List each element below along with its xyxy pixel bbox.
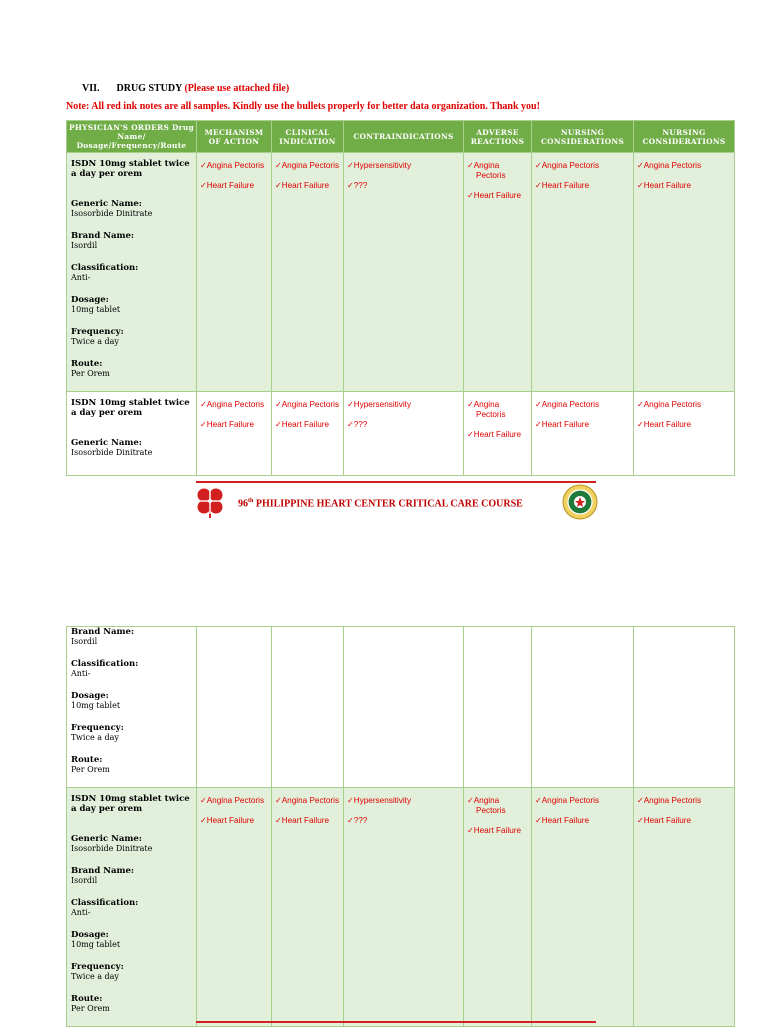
class-label: Classification:	[71, 659, 139, 669]
contra-cell	[344, 392, 464, 476]
sample-bullet: ✓ Angina Pectoris	[200, 796, 269, 806]
route-value: Per Orem	[71, 1004, 110, 1013]
sample-bullet: ✓ Heart Failure	[275, 420, 341, 430]
sample-bullet: ✓ Heart Failure	[637, 420, 732, 430]
nursing-cell-1	[532, 627, 634, 788]
sample-bullet: ✓ Heart Failure	[275, 816, 341, 826]
nursing-cell-1	[532, 153, 634, 392]
header-orders: PHYSICIAN'S ORDERS Drug Name/ Dosage/Frequency/Route	[67, 121, 197, 153]
frequency-label: Frequency:	[71, 327, 124, 337]
brand-label: Brand Name:	[71, 866, 135, 876]
mechanism-cell	[197, 788, 272, 1027]
nursing-cell-2	[634, 392, 735, 476]
footer-title	[238, 498, 523, 509]
nursing-cell-2	[634, 153, 735, 392]
sample-bullet: ✓ Heart Failure	[200, 816, 269, 826]
drug-study-table-page2	[66, 626, 735, 1027]
sample-bullet: ✓ Angina Pectoris	[200, 400, 269, 410]
contra-cell	[344, 627, 464, 788]
header-nursing-2: NURSING CONSIDERATIONS	[634, 121, 735, 153]
frequency-label: Frequency:	[71, 723, 124, 733]
sample-bullet: ✓ Heart Failure	[275, 181, 341, 191]
sample-bullet: ✓ Angina Pectoris	[467, 796, 529, 816]
page-footer	[190, 480, 602, 522]
dosage-label: Dosage:	[71, 691, 109, 701]
sample-bullet: ✓ ???	[347, 420, 461, 430]
header-adverse: ADVERSE REACTIONS	[464, 121, 532, 153]
nursing-cell-1	[532, 392, 634, 476]
sample-bullet: ✓ Angina Pectoris	[637, 796, 732, 806]
dosage-label: Dosage:	[71, 930, 109, 940]
sample-bullet: ✓ Hypersensitivity	[347, 400, 461, 410]
sample-bullet: ✓ Heart Failure	[467, 191, 529, 201]
header-mechanism: MECHANISM OF ACTION	[197, 121, 272, 153]
sample-bullet: ✓ Heart Failure	[467, 826, 529, 836]
orders-cell	[67, 153, 197, 392]
dosage-value: 10mg tablet	[71, 305, 121, 314]
generic-value: Isosorbide Dinitrate	[71, 448, 153, 457]
sample-bullet: ✓ Heart Failure	[535, 420, 631, 430]
sample-bullet: ✓ Heart Failure	[637, 181, 732, 191]
clinical-cell	[272, 392, 344, 476]
class-label: Classification:	[71, 263, 139, 273]
header-contra: CONTRAINDICATIONS	[344, 121, 464, 153]
heart-clover-logo-icon	[192, 484, 228, 520]
dosage-value: 10mg tablet	[71, 940, 121, 949]
frequency-value: Twice a day	[71, 337, 119, 346]
section-title: DRUG STUDY	[116, 83, 182, 94]
sample-bullet: ✓ Angina Pectoris	[275, 796, 341, 806]
orders-cell	[67, 627, 197, 788]
sample-bullet: ✓ Hypersensitivity	[347, 161, 461, 171]
sample-bullet: ✓ Angina Pectoris	[467, 161, 529, 181]
class-label: Classification:	[71, 898, 139, 908]
generic-label: Generic Name:	[71, 834, 142, 844]
sample-bullet: ✓ Angina Pectoris	[275, 161, 341, 171]
instructions-note: Note: All red ink notes are all samples. Kindly use the bullets properly for better data organization. Thank you!	[66, 101, 540, 112]
adverse-cell	[464, 788, 532, 1027]
class-value: Anti-	[71, 273, 91, 282]
generic-value: Isosorbide Dinitrate	[71, 844, 153, 853]
brand-value: Isordil	[71, 876, 98, 885]
orders-cell	[67, 788, 197, 1027]
brand-label: Brand Name:	[71, 627, 135, 637]
sample-bullet: ✓ ???	[347, 181, 461, 191]
drug-order: ISDN 10mg stablet twice a day per orem	[71, 159, 190, 179]
footer-title-number: 96	[238, 498, 248, 510]
dosage-label: Dosage:	[71, 295, 109, 305]
sample-bullet: ✓ Heart Failure	[535, 181, 631, 191]
nursing-cell-2	[634, 788, 735, 1027]
footer-title-suffix: th	[248, 498, 254, 504]
route-label: Route:	[71, 359, 103, 369]
sample-bullet: ✓ ???	[347, 816, 461, 826]
sample-bullet: ✓ Heart Failure	[200, 181, 269, 191]
footer-title-text: PHILIPPINE HEART CENTER CRITICAL CARE COURSE	[255, 498, 523, 510]
route-value: Per Orem	[71, 369, 110, 378]
sample-bullet: ✓ Heart Failure	[637, 816, 732, 826]
adverse-cell	[464, 153, 532, 392]
drug-order: ISDN 10mg stablet twice a day per orem	[71, 398, 190, 418]
header-clinical: CLINICAL INDICATION	[272, 121, 344, 153]
mechanism-cell	[197, 627, 272, 788]
sample-bullet: ✓ Angina Pectoris	[535, 161, 631, 171]
clinical-cell	[272, 627, 344, 788]
sample-bullet: ✓ Angina Pectoris	[200, 161, 269, 171]
route-value: Per Orem	[71, 765, 110, 774]
brand-value: Isordil	[71, 241, 98, 250]
dosage-value: 10mg tablet	[71, 701, 121, 710]
mechanism-cell	[197, 392, 272, 476]
frequency-value: Twice a day	[71, 733, 119, 742]
orders-cell	[67, 392, 197, 476]
nursing-cell-2	[634, 627, 735, 788]
route-label: Route:	[71, 994, 103, 1004]
frequency-value: Twice a day	[71, 972, 119, 981]
adverse-cell	[464, 392, 532, 476]
clinical-cell	[272, 153, 344, 392]
generic-label: Generic Name:	[71, 438, 142, 448]
sample-bullet: ✓ Heart Failure	[200, 420, 269, 430]
table-row	[67, 788, 735, 1027]
route-label: Route:	[71, 755, 103, 765]
brand-value: Isordil	[71, 637, 98, 646]
table-row	[67, 627, 735, 788]
sample-bullet: ✓ Angina Pectoris	[467, 400, 529, 420]
sample-bullet: ✓ Heart Failure	[535, 816, 631, 826]
mechanism-cell	[197, 153, 272, 392]
sample-bullet: ✓ Hypersensitivity	[347, 796, 461, 806]
header-nursing-1: NURSING CONSIDERATIONS	[532, 121, 634, 153]
class-value: Anti-	[71, 908, 91, 917]
sample-bullet: ✓ Angina Pectoris	[535, 400, 631, 410]
sample-bullet: ✓ Angina Pectoris	[637, 400, 732, 410]
adverse-cell	[464, 627, 532, 788]
sample-bullet: ✓ Angina Pectoris	[275, 400, 341, 410]
section-note: (Please use attached file)	[184, 83, 290, 94]
clinical-cell	[272, 788, 344, 1027]
table-row	[67, 392, 735, 476]
generic-label: Generic Name:	[71, 199, 142, 209]
contra-cell	[344, 153, 464, 392]
drug-order: ISDN 10mg stablet twice a day per orem	[71, 794, 190, 814]
section-heading	[82, 83, 289, 94]
footer-rule	[196, 481, 596, 483]
frequency-label: Frequency:	[71, 962, 124, 972]
nursing-cell-1	[532, 788, 634, 1027]
bottom-footer-rule	[196, 1021, 596, 1023]
class-value: Anti-	[71, 669, 91, 678]
sample-bullet: ✓ Angina Pectoris	[637, 161, 732, 171]
table-row	[67, 153, 735, 392]
drug-study-table-page1	[66, 120, 735, 476]
brand-label: Brand Name:	[71, 231, 135, 241]
generic-value: Isosorbide Dinitrate	[71, 209, 153, 218]
sample-bullet: ✓ Heart Failure	[467, 430, 529, 440]
contra-cell	[344, 788, 464, 1027]
section-number: VII.	[82, 83, 100, 94]
department-seal-icon	[562, 484, 598, 520]
sample-bullet: ✓ Angina Pectoris	[535, 796, 631, 806]
